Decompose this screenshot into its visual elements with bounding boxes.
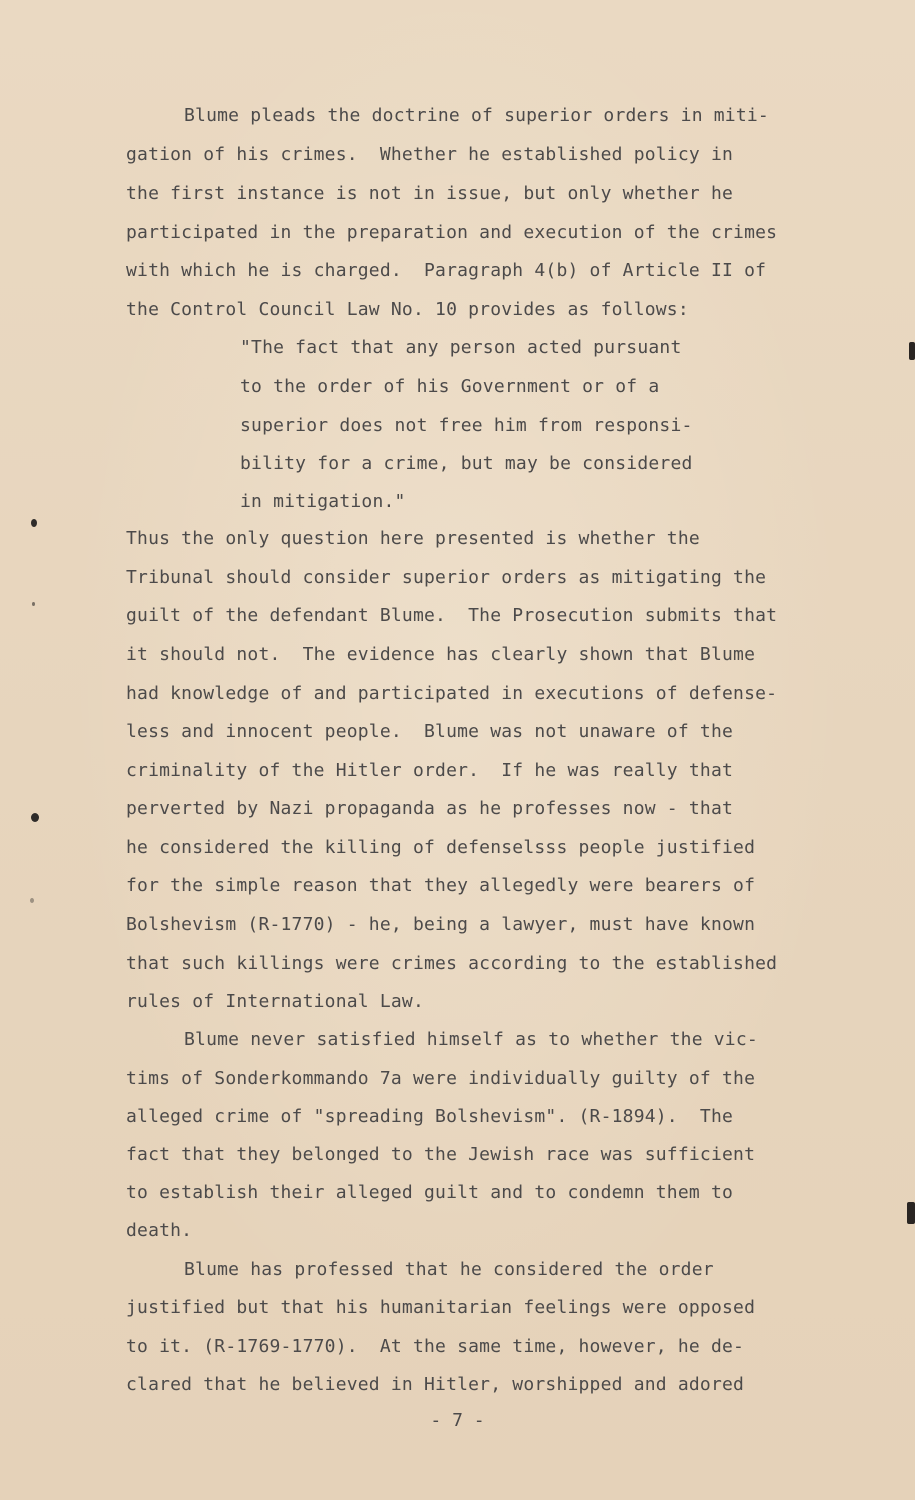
quote-line: to the order of his Government or of a	[240, 376, 660, 397]
text-line: justified but that his humanitarian feelings were opposed	[126, 1297, 756, 1318]
text-line: had knowledge of and participated in executions of defense-	[126, 683, 778, 704]
scan-speck	[32, 602, 35, 606]
text-line: criminality of the Hitler order. If he was really that	[126, 760, 734, 781]
text-line: that such killings were crimes according to the established	[126, 953, 778, 974]
text-line: Blume pleads the doctrine of superior orders in miti-	[184, 105, 769, 126]
text-line: guilt of the defendant Blume. The Prosecution submits that	[126, 605, 778, 626]
text-line: he considered the killing of defenselsss people justified	[126, 837, 756, 858]
text-line: tims of Sonderkommando 7a were individually guilty of the	[126, 1068, 756, 1089]
text-line: Blume has professed that he considered the order	[184, 1259, 714, 1280]
text-line: death.	[126, 1220, 193, 1241]
text-line: perverted by Nazi propaganda as he professes now - that	[126, 798, 734, 819]
text-line: clared that he believed in Hitler, worshipped and adored	[126, 1374, 745, 1395]
text-line: fact that they belonged to the Jewish race was sufficient	[126, 1144, 756, 1165]
text-line: Thus the only question here presented is whether the	[126, 528, 700, 549]
scan-speck	[31, 519, 37, 527]
text-line: the Control Council Law No. 10 provides as follows:	[126, 299, 689, 320]
quote-line: bility for a crime, but may be considered	[240, 453, 693, 474]
text-line: to it. (R-1769-1770). At the same time, however, he de-	[126, 1336, 745, 1357]
text-line: rules of International Law.	[126, 991, 424, 1012]
text-line: the first instance is not in issue, but only whether he	[126, 183, 734, 204]
text-line: to establish their alleged guilt and to condemn them to	[126, 1182, 734, 1203]
text-line: Bolshevism (R-1770) - he, being a lawyer, must have known	[126, 914, 756, 935]
text-line: Blume never satisfied himself as to whether the vic-	[184, 1029, 758, 1050]
quote-line: in mitigation."	[240, 491, 406, 512]
scan-speck	[30, 898, 34, 903]
quote-line: superior does not free him from responsi-	[240, 415, 693, 436]
text-line: Tribunal should consider superior orders as mitigating the	[126, 567, 767, 588]
text-line: gation of his crimes. Whether he established policy in	[126, 144, 734, 165]
edge-mark	[907, 1202, 915, 1224]
text-line: less and innocent people. Blume was not unaware of the	[126, 721, 734, 742]
text-line: it should not. The evidence has clearly shown that Blume	[126, 644, 756, 665]
text-line: with which he is charged. Paragraph 4(b) of Article II of	[126, 260, 767, 281]
scan-speck	[31, 813, 39, 822]
text-line: participated in the preparation and execution of the crimes	[126, 222, 778, 243]
page-number: - 7 -	[430, 1410, 485, 1431]
quote-line: "The fact that any person acted pursuant	[240, 337, 682, 358]
text-line: for the simple reason that they allegedly were bearers of	[126, 875, 756, 896]
edge-mark	[909, 342, 915, 360]
text-line: alleged crime of "spreading Bolshevism". (R-1894). The	[126, 1106, 734, 1127]
